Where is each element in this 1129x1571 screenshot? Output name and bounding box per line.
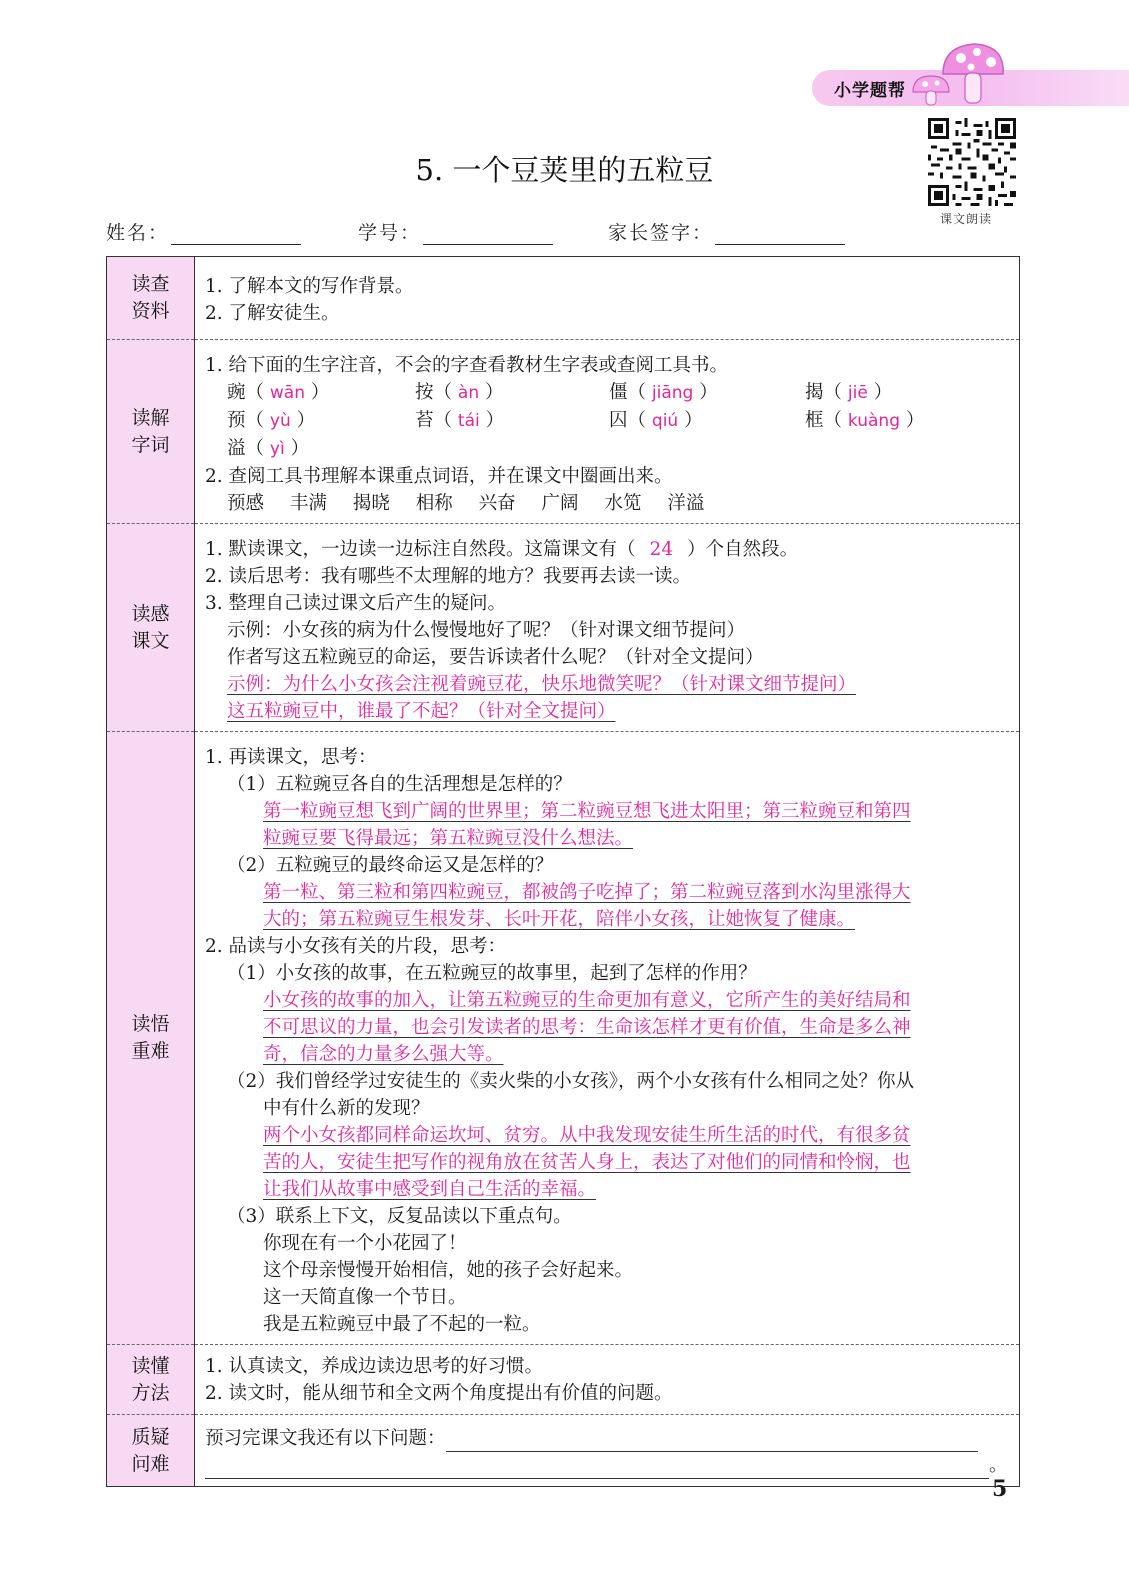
section-label: 读查 资料 [107,257,195,340]
answer-line: 第一粒豌豆想飞到广阔的世界里；第二粒豌豆想飞进太阳里；第三粒豌豆和第四 [263,801,911,822]
answer-line: 示例：为什么小女孩会注视着豌豆花，快乐地微笑呢？（针对课文细节提问） [227,674,857,695]
answer-line: 小女孩的故事的加入，让第五粒豌豆的生命更加有意义，它所产生的美好结局和 [263,990,911,1011]
question-line-row: 。 [205,1452,1009,1479]
item-line: 1. 了解本文的写作背景。 [205,276,414,297]
key-sentence: 这一天简直像一个节日。 [263,1287,467,1308]
word: 兴奋 [478,493,516,514]
pinyin-item: 囚（ qiú ） [609,410,703,431]
answer-line: 苦的人，安徒生把写作的视角放在贫苦人身上，表达了对他们的同情和怜悯，也 [263,1152,911,1173]
section-vocabulary [107,340,1020,524]
example: 作者写这五粒豌豆的命运，要告诉读者什么呢？（针对全文提问） [227,647,764,668]
pinyin-item: 框（ kuàng ） [805,410,925,431]
question: 2. 查阅工具书理解本课重点词语，并在课文中圈画出来。 [205,466,673,487]
question: 1. 再读课文，思考： [205,747,377,768]
name-field[interactable] [106,218,301,245]
pinyin-item: 按（ àn ） [415,382,504,403]
student-id-label: 学号： [358,222,422,244]
qr-caption: 课文朗读 [940,212,993,226]
pinyin-item: 溢（ yì ） [227,438,310,459]
word: 揭晓 [352,493,390,514]
answer-line: 粒豌豆要飞得最远；第五粒豌豆没什么想法。 [263,828,634,849]
word: 广阔 [541,493,579,514]
sub-question: （2）五粒豌豆的最终命运又是怎样的？ [227,855,554,876]
word: 丰满 [289,493,327,514]
section-label: 读解 字词 [107,340,195,524]
section-research [107,257,1020,340]
section-content [195,1415,1020,1487]
section-content [195,257,1020,340]
question: 3. 整理自己读过课文后产生的疑问。 [205,593,507,614]
pinyin-item: 预（ yù ） [227,410,316,431]
question: 2. 品读与小女孩有关的片段，思考： [205,936,507,957]
brand-text: 小学题帮 [834,81,906,101]
pinyin-item: 豌（ wān ） [227,382,330,403]
answer-line: 两个小女孩都同样命运坎坷、贫穷。从中我发现安徒生所生活的时代，有很多贫 [263,1125,911,1146]
section-content [195,340,1020,524]
answer-line: 不可思议的力量，也会引发读者的思考：生命该怎样才更有价值，生命是多么神 [263,1017,911,1038]
sub-question: （1）五粒豌豆各自的生活理想是怎样的？ [227,774,572,795]
word-list [205,490,1009,517]
item-line: 1. 认真读文，养成边读边思考的好习惯。 [205,1356,544,1377]
parent-signature-input-line[interactable] [715,224,845,245]
answer-input-line[interactable] [205,1458,989,1479]
item-line: 2. 了解安徒生。 [205,303,340,324]
pinyin-item: 苔（ tái ） [415,410,505,431]
question: 2. 读后思考：我有哪些不太理解的地方？我要再去读一读。 [205,566,692,587]
sub-question: （2）我们曾经学过安徒生的《卖火柴的小女孩》，两个小女孩有什么相同之处？你从 [227,1071,915,1092]
section-content [195,524,1020,732]
sub-question: （1）小女孩的故事，在五粒豌豆的故事里，起到了怎样的作用？ [227,963,757,984]
question-prompt-row: 预习完课文我还有以下问题： [205,1425,1009,1452]
answer-line: 这五粒豌豆中，谁最了不起？（针对全文提问） [227,701,616,722]
sub-question: （3）联系上下文，反复品读以下重点句。 [227,1206,572,1227]
section-label: 读感 课文 [107,524,195,732]
worksheet-table [106,256,1020,1487]
section-label: 读懂 方法 [107,1345,195,1415]
item-line: 2. 读文时，能从细节和全文两个角度提出有价值的问题。 [205,1383,673,1404]
word: 相称 [415,493,453,514]
student-id-field[interactable] [358,218,553,245]
answer-line: 奇，信念的力量多么强大等。 [263,1044,504,1065]
answer-line: 大的；第五粒豌豆生根发芽、长叶开花，陪伴小女孩，让她恢复了健康。 [263,909,856,930]
word: 水笕 [604,493,642,514]
section-content [195,732,1020,1345]
pinyin-row [205,379,1009,407]
key-sentence: 这个母亲慢慢开始相信，她的孩子会好起来。 [263,1260,634,1281]
section-label: 质疑 问难 [107,1415,195,1487]
student-id-input-line[interactable] [423,224,553,245]
sub-question: 中有什么新的发现？ [263,1098,430,1119]
word: 预感 [227,493,265,514]
answer-paragraph-count: 24 [649,539,674,560]
question: 1. 默读课文，一边读一边标注自然段。这篇课文有（ 24 ）个自然段。 [205,539,799,560]
mushroom-icon [905,40,1005,110]
pinyin-item: 揭（ jiē ） [805,382,893,403]
section-content [195,1345,1020,1415]
name-label: 姓名： [106,222,170,244]
word: 洋溢 [667,493,705,514]
page-number: 5 [992,1476,1008,1502]
pinyin-row [205,435,1009,463]
section-reading [107,524,1020,732]
parent-signature-label: 家长签字： [608,222,714,244]
pinyin-row [205,407,1009,435]
example: 示例：小女孩的病为什么慢慢地好了呢？（针对课文细节提问） [227,620,746,641]
question: 1. 给下面的生字注音，不会的字查看教材生字表或查阅工具书。 [205,355,729,376]
page-title: 5. 一个豆荚里的五粒豆 [415,153,714,187]
answer-line: 第一粒、第三粒和第四粒豌豆，都被鸽子吃掉了；第二粒豌豆落到水沟里涨得大 [263,882,911,903]
pinyin-item: 僵（ jiāng ） [609,382,718,403]
parent-signature-field[interactable] [608,218,845,245]
answer-input-line[interactable] [446,1431,978,1452]
section-label: 读悟 重难 [107,732,195,1345]
name-input-line[interactable] [171,224,301,245]
section-questions [107,1415,1020,1487]
key-sentence: 我是五粒豌豆中最了不起的一粒。 [263,1314,541,1335]
key-sentence: 你现在有一个小花园了！ [263,1233,467,1254]
section-key-points [107,732,1020,1345]
section-method [107,1345,1020,1415]
answer-line: 让我们从故事中感受到自己生活的幸福。 [263,1179,597,1200]
